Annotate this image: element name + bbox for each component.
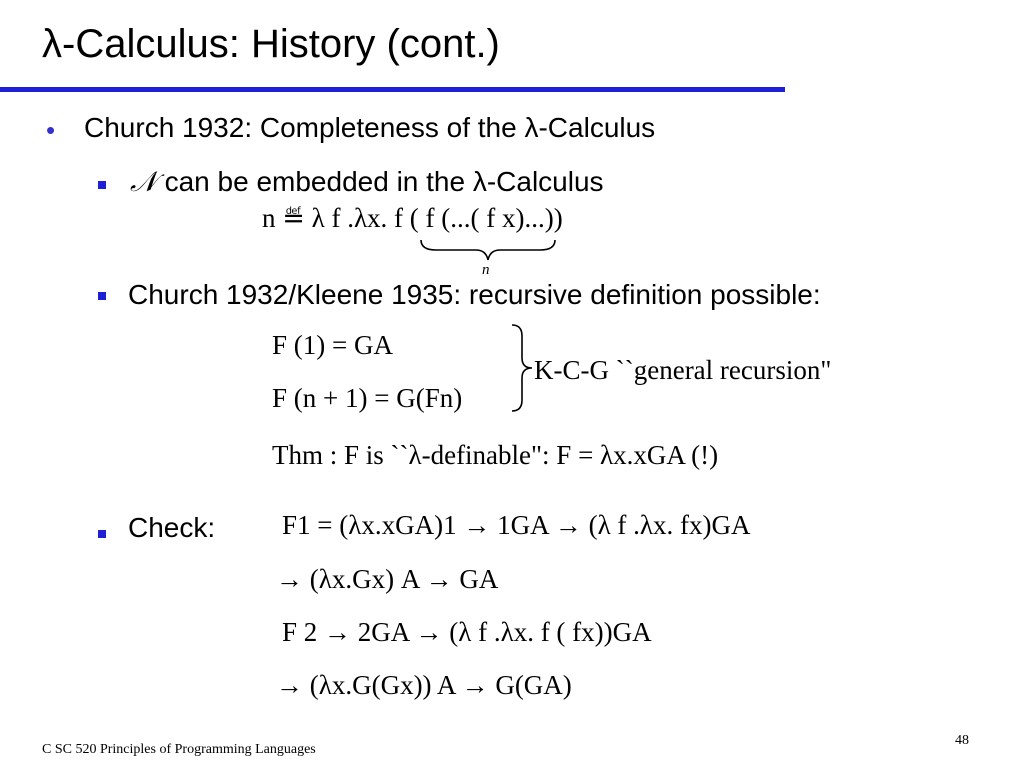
check-line-4: → (λx.G(Gx)) A → G(GA) (276, 670, 572, 700)
theorem-line: Thm : F is ``λ-definable": F = λx.xGA (!) (272, 440, 719, 470)
naturals-symbol: 𝒩 (130, 165, 157, 198)
slide-footer: C SC 520 Principles of Programming Languages (42, 742, 316, 757)
slide-title: λ-Calculus: History (cont.) (42, 22, 500, 66)
square-bullet-icon (98, 530, 106, 538)
recursion-line-2: F (n + 1) = G(Fn) (272, 383, 463, 413)
bullet-completeness: Church 1932: Completeness of the λ-Calculus (84, 112, 656, 143)
check-line-3: F 2 → 2GA → (λ f .λx. f ( fx))GA (282, 617, 652, 647)
title-divider (0, 87, 785, 92)
square-bullet-icon (98, 181, 106, 189)
recursion-label: K-C-G ``general recursion" (534, 355, 832, 385)
recursion-line-1: F (1) = GA (272, 330, 393, 360)
bullet-embedding-text: can be embedded in the λ-Calculus (156, 166, 604, 197)
check-line-2: → (λx.Gx) A → GA (276, 564, 499, 594)
bullet-dot-icon: • (46, 115, 56, 145)
embedding-count: n (482, 262, 490, 278)
bullet-embedding (130, 165, 604, 199)
embedding-formula: n ≝ λ f .λx. f ( f (...( f x)...)) (262, 203, 563, 233)
check-line-1: F1 = (λx.xGA)1 → 1GA → (λ f .λx. fx)GA (282, 510, 751, 540)
underbrace-icon (418, 238, 558, 262)
page-number: 48 (955, 733, 969, 748)
bullet-recursive-definition: Church 1932/Kleene 1935: recursive definition possible: (128, 279, 821, 310)
square-bullet-icon (98, 292, 106, 300)
bullet-check: Check: (128, 512, 216, 543)
